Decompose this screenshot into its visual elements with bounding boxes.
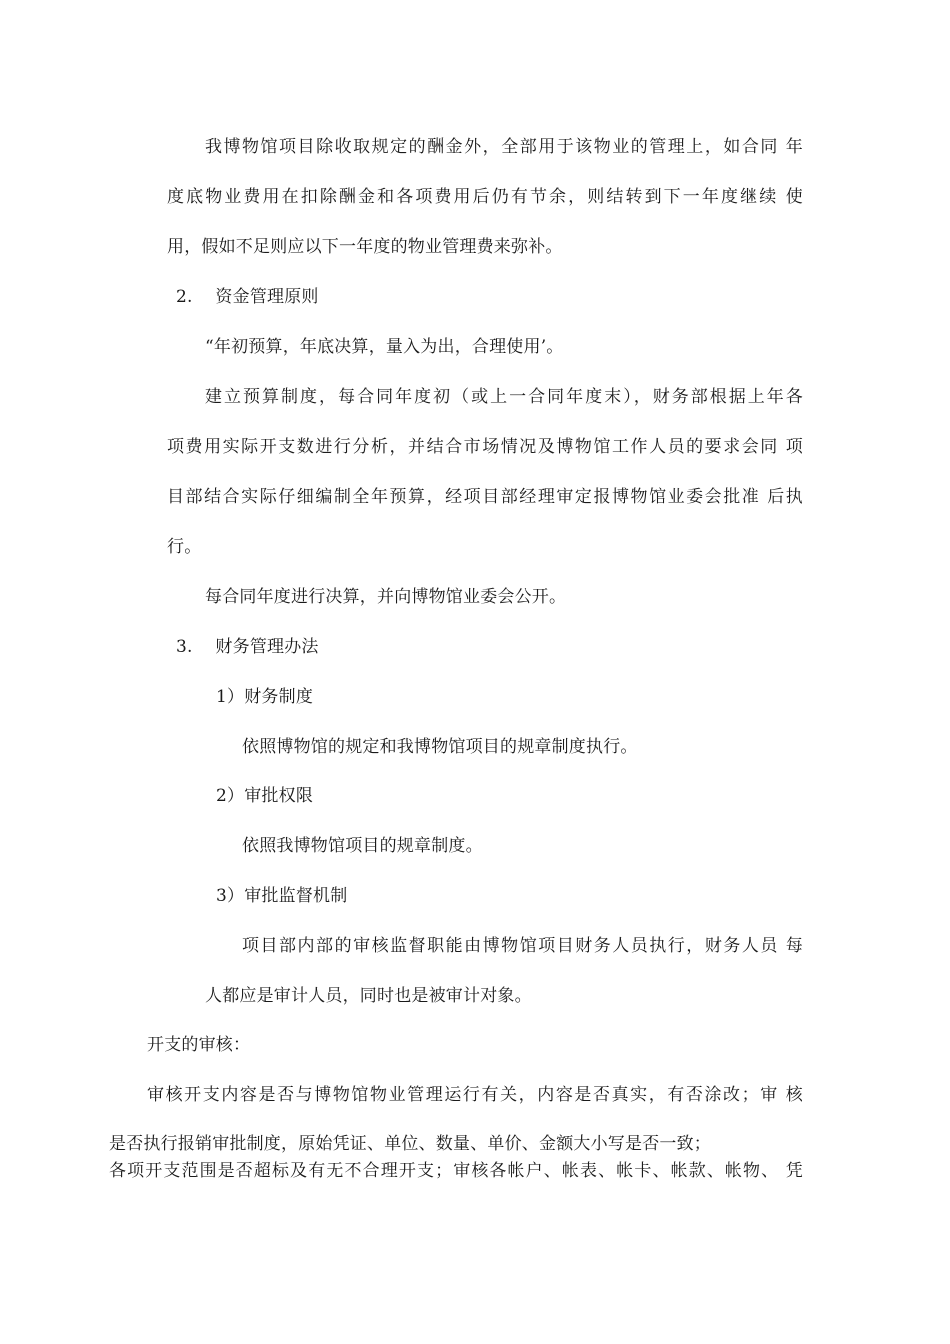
section-heading: 2. 资金管理原则 — [176, 287, 319, 307]
paragraph-line: 项费用实际开支数进行分析，并结合市场情况及博物馆工作人员的要求会同 项 — [167, 437, 803, 457]
paragraph-line: 开支的审核： — [147, 1035, 251, 1055]
paragraph-line: 我博物馆项目除收取规定的酬金外，全部用于该物业的管理上，如合同 年 — [205, 137, 803, 157]
section-heading: 3. 财务管理办法 — [176, 637, 319, 657]
paragraph-line: 依照我博物馆项目的规章制度。 — [242, 836, 483, 856]
paragraph-line: 目部结合实际仔细编制全年预算，经项目部经理审定报博物馆业委会批准 后执 — [167, 487, 803, 507]
subsection-heading: 3）审批监督机制 — [216, 886, 348, 906]
paragraph-line: 项目部内部的审核监督职能由博物馆项目财务人员执行，财务人员 每 — [242, 936, 803, 956]
paragraph-line: 是否执行报销审批制度，原始凭证、单位、数量、单价、金额大小写是否一致； — [109, 1134, 711, 1154]
subsection-heading: 1）财务制度 — [216, 687, 314, 707]
paragraph-line: 依照博物馆的规定和我博物馆项目的规章制度执行。 — [242, 737, 638, 757]
subsection-heading: 2）审批权限 — [216, 786, 314, 806]
paragraph-line: 行。 — [167, 537, 202, 557]
paragraph-line: 每合同年度进行决算，并向博物馆业委会公开。 — [205, 587, 567, 607]
paragraph-line: “年初预算，年底决算，量入为出，合理使用’。 — [205, 337, 564, 357]
paragraph-line: 人都应是审计人员，同时也是被审计对象。 — [205, 986, 532, 1006]
paragraph-line: 审核开支内容是否与博物馆物业管理运行有关，内容是否真实，有否涂改；审 核 — [147, 1085, 803, 1105]
paragraph-line: 度底物业费用在扣除酬金和各项费用后仍有节余，则结转到下一年度继续 使 — [167, 187, 803, 207]
paragraph-line: 各项开支范围是否超标及有无不合理开支；审核各帐户、帐表、帐卡、帐款、帐物、 凭 — [109, 1161, 803, 1181]
paragraph-line: 建立预算制度，每合同年度初（或上一合同年度末），财务部根据上年各 — [205, 387, 803, 407]
paragraph-line: 用，假如不足则应以下一年度的物业管理费来弥补。 — [167, 237, 563, 257]
